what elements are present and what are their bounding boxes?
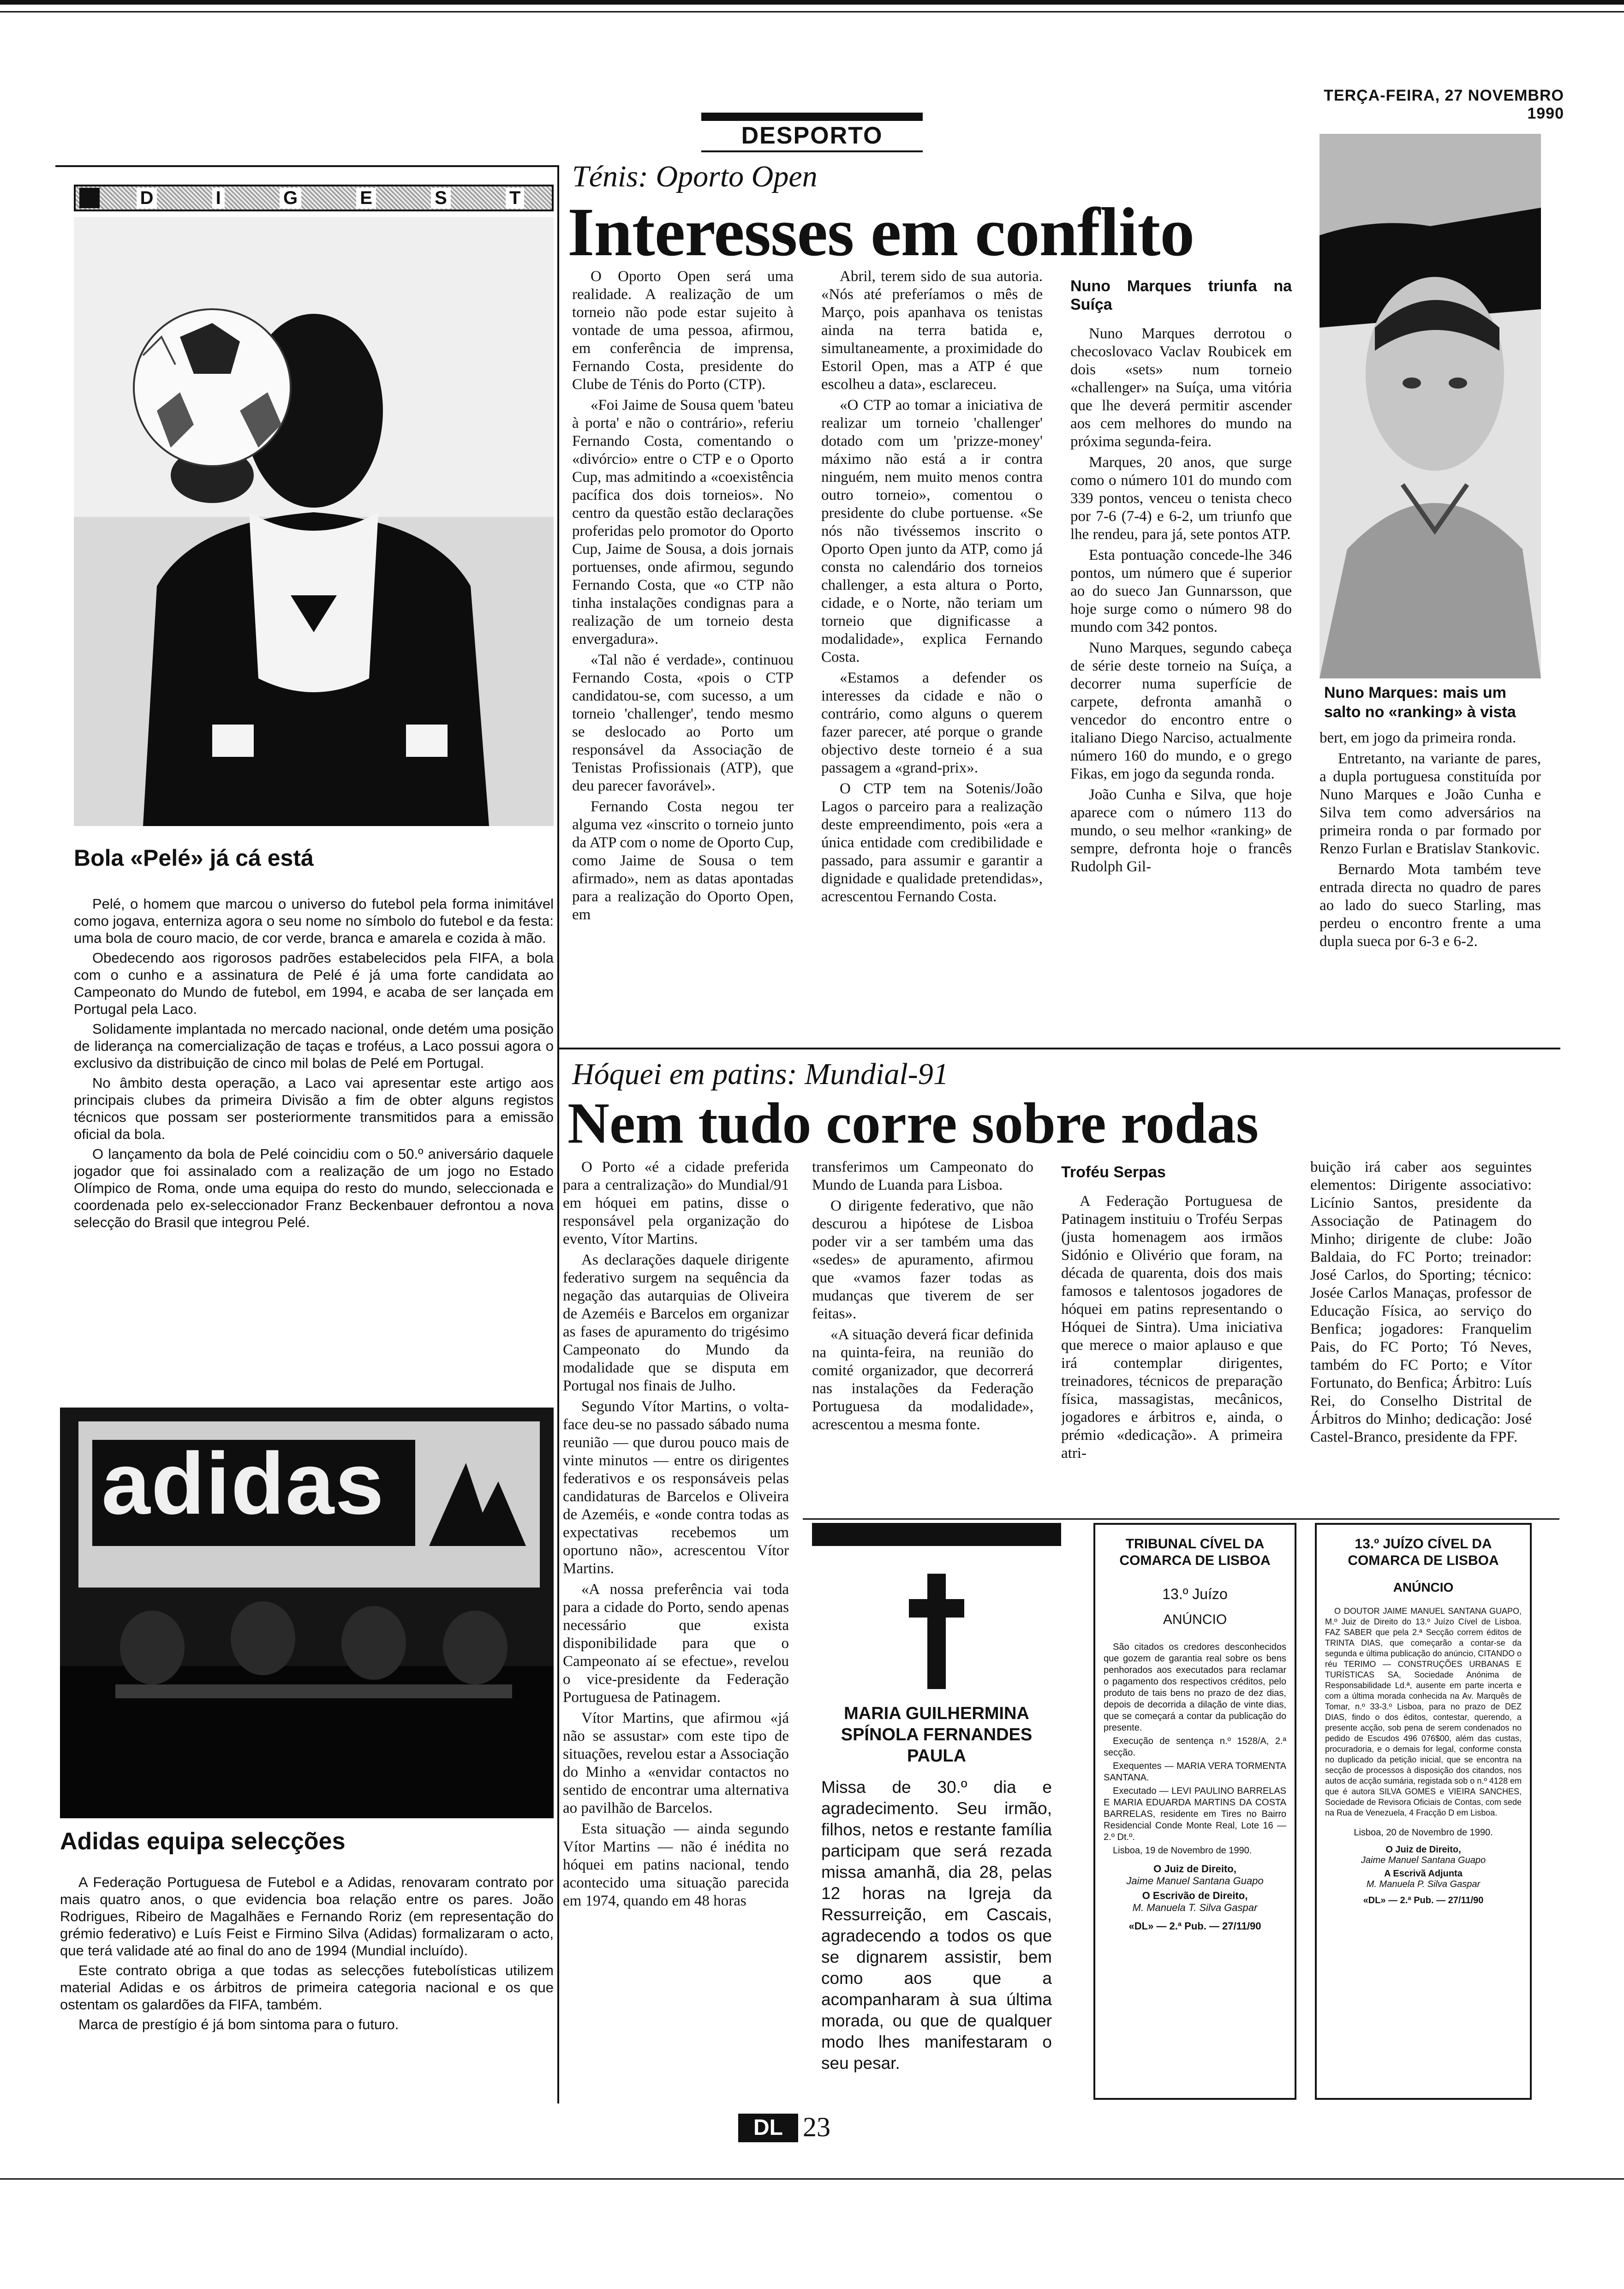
notice2-sign2: A Escrivã Adjunta [1384, 1869, 1463, 1879]
notice1-court: 13.º Juízo [1162, 1586, 1228, 1602]
notice1-paragraph: Lisboa, 19 de Novembro de 1990. [1113, 1846, 1252, 1856]
notice1-paragraph: Execução de sentença n.º 1528/A, 2.ª secção. [1104, 1736, 1286, 1758]
pele-ball-photo [74, 217, 554, 826]
hoquei-col-1 [563, 1158, 789, 2104]
digest-letter: G [280, 188, 301, 209]
tenis-paragraph: «Estamos a defender os interesses da cidade e não o contrário, como alguns o querem fazer parecer, até porque o grande objectivo deste torneio é a sua passagem a «grand-prix». [821, 670, 1043, 776]
nuno-photo-illustration [1320, 134, 1541, 678]
hoquei-headline: Nem tudo corre sobre rodas [567, 1091, 1259, 1156]
hoquei-paragraph: A Federação Portuguesa de Patinagem instituiu o Troféu Serpas (justa homenagem aos irmãos Sidónio e Olivério que foram, na década de quarenta, dois dos mais famosos e talentosos jogadores de hóquei em patins representando o Hóquei de Sintra). Uma iniciativa que merece o maior aplauso e que irá contemplar dirigentes, treinadores, técnicos de preparação física, massagistas, mecânicos, jogadores e árbitros e, ainda, o prémio «dedicação». A primeira atri- [1061, 1193, 1283, 1462]
top-thin-line [0, 11, 1624, 12]
digest-letter: I [212, 188, 225, 209]
notice2-sign1-name: Jaime Manuel Santana Guapo [1361, 1855, 1486, 1865]
obituary-name: MARIA GUILHERMINA SPÍNOLA FERNANDES PAULA [841, 1704, 1033, 1766]
adidas-headline: Adidas equipa selecções [60, 1828, 346, 1855]
tenis-paragraph: João Cunha e Silva, que hoje aparece com o número 113 do mundo, o seu melhor «ranking» de sempre, defronta hoje o francês Rudolph Gil- [1070, 786, 1292, 875]
hoquei-paragraph: «A situação deverá ficar definida na quinta-feira, na reunião do comité organizador, que decorrerá nas instalações da Federação Portuguesa da modalidade», acrescentou a mesma fonte. [812, 1326, 1033, 1433]
tenis-kicker: Ténis: Oporto Open [572, 160, 818, 193]
bottom-scan-line [0, 2178, 1624, 2180]
pele-paragraph: Obedecendo aos rigorosos padrões estabelecidos pela FIFA, a bola com o cunho e a assinatura de Pelé é já uma forte candidata ao Campeonato do Mundo de futebol, em 1994, e acaba de ser lançada em Portugal pela Laco. [74, 950, 554, 1017]
adidas-banner-text: adidas [102, 1435, 385, 1533]
digest-letter: D [137, 188, 157, 209]
pele-paragraph: O lançamento da bola de Pelé coincidiu com o 50.º aniversário daquele jogador que foi assinalado com a realização de um jogo no Estado Olímpico de Roma, onde uma equipa do resto do mundo, seleccionada e coordenada pelo ex-seleccionador Franz Beckenbauer defrontou a nova selecção do Brasil que integrou Pelé. [74, 1146, 554, 1230]
hoquei-paragraph: «A nossa preferência vai toda para a cidade do Porto, sendo apenas necessário que exista disponibilidade para que o Campeonato aí se efectue», revelou o vice-presidente da Federação Portuguesa de Patinagem. [563, 1581, 789, 1706]
tenis-paragraph: O Oporto Open será uma realidade. A realização de um torneio não pode estar sujeito à vontade de uma pessoa, afirmou, em conferência de imprensa, Fernando Costa, presidente do Clube de Ténis do Porto (CTP). [572, 268, 794, 393]
tenis-paragraph: Bernardo Mota também teve entrada directa no quadro de pares ao lado do sueco Starling, mas perdeu o encontro frente a uma dupla sueca por 6-3 e 6-2. [1320, 861, 1541, 950]
top-border [0, 0, 1624, 5]
notice2-title: 13.º JUÍZO CÍVEL DA COMARCA DE LISBOA [1348, 1536, 1499, 1568]
notice1-sign2: O Escrivão de Direito, [1142, 1890, 1248, 1901]
page-number: 23 [803, 2112, 830, 2142]
tenis-paragraph: «Foi Jaime de Sousa quem 'bateu à porta' e não o contrário», referiu Fernando Costa, comentando o «divórcio» entre o CTP e o Oporto Cup, mas admitindo a «coexistência pacífica dos dois torneios». No centro da questão estão declarações proferidas pelo promotor do Oporto Cup, Jaime de Sousa, a dois jornais portuenses, onde afirmou, segundo Fernando Costa, que «o CTP não tinha instalações condignas para a realização de um torneio desta envergadura». [572, 397, 794, 647]
notice1-sign1: O Juiz de Direito, [1153, 1863, 1236, 1875]
obituary-notice [803, 1523, 1070, 2104]
notice2-body: O DOUTOR JAIME MANUEL SANTANA GUAPO, M.º Juiz de Direito do 13.º Juízo Cível de Lisboa. FAZ SABER que pela 2.ª Secção correm éditos de TRINTA DIAS, que começarão a contar-se da segunda e última publicação do anúncio, CITANDO o réu TERIMO — CONSTRUÇÕES URBANAS E TURÍSTICAS SA, Sociedade Anónima de Responsabilidade Ld.ª, ausente em parte incerta e com a última morada conhecida na Av. Marquês de Tomar, n.º 33-3.º Lisboa, para no prazo de DEZ DIAS, findo o dos éditos, contestar, querendo, a presente acção, sob pena de serem condenados no pedido de Escudos 496 076$00, além das custas, procuradoria, e o demais for legal, conforme consta no duplicado da petição inicial, que se encontra na secção de processos à disposição dos citandos, nos autos de acção sumária, registada sob o n.º 4128 em que é autora SILVA GOMES e VIEIRA SANCHES, Sociedade de Revisora Oficiais de Contas, com sede na Rua de Venezuela, 4 Fracção D em Lisboa. [1325, 1606, 1522, 1817]
nuno-marques-photo [1320, 134, 1541, 678]
notice1-paragraph: Executado — LEVI PAULINO BARRELAS E MARIA EDUARDA MARTINS DA COSTA BARRELAS, residente em Tires no Bairro Residencial Conde Monte Real, Lote 16 — 2.º Dt.º. [1104, 1786, 1286, 1842]
hoquei-subheading: Troféu Serpas [1061, 1163, 1166, 1181]
digest-banner-block [79, 188, 100, 208]
tenis-paragraph: Fernando Costa negou ter alguma vez «inscrito o torneio junto da ATP com o nome de Oporto Cup, como Jaime de Sousa o tem afirmado», nem as datas apontadas para a realização do Oporto Open, em [572, 798, 794, 923]
pele-paragraph: No âmbito desta operação, a Laco vai apresentar este artigo aos principais clubes da primeira Divisão a fim de obter alguns registos técnicos que possam ser posteriormente transmitidos para a emissão oficial da bola. [74, 1075, 554, 1142]
adidas-paragraph: Este contrato obriga a que todas as selecções futebolísticas utilizem material Adidas e os árbitros de primeira categoria nacional e os que ostentam os galardões da FIFA, também. [60, 1962, 554, 2013]
section-banner-underline [701, 150, 923, 152]
cross-icon [909, 1574, 964, 1689]
court-notice-1 [1093, 1523, 1296, 2100]
obituary-black-band [812, 1523, 1061, 1546]
notice2-label: ANÚNCIO [1393, 1580, 1454, 1594]
notice2-sign1: O Juiz de Direito, [1385, 1845, 1461, 1855]
pele-photo-illustration [74, 217, 554, 826]
tenis-paragraph: Marques, 20 anos, que surge como o número 101 do mundo com 339 pontos, venceu o tenista checo por 7-6 (7-4) e 6-2, um triunfo que lhe rendeu, para já, sete pontos ATP. [1070, 454, 1292, 543]
page-date: TERÇA-FEIRA, 27 NOVEMBRO 1990 [1324, 87, 1564, 122]
hoquei-paragraph: Vítor Martins, que afirmou «já não se assustar» com este tipo de situações, revelou estar a Associação do Minho a «envidar contactos no sentido de encontrar uma alternativa ao pavilhão de Barcelos. [563, 1710, 789, 1816]
hoquei-paragraph: Esta situação — ainda segundo Vítor Martins — não é inédita no hóquei em patins nacional, tendo acontecido uma situação parecida em 1974, quando em 48 horas [563, 1821, 789, 1909]
tenis-paragraph: bert, em jogo da primeira ronda. [1320, 730, 1517, 746]
notice1-paragraph: São citados os credores desconhecidos que gozem de garantia real sobre os bens penhorados aos executados para reclamar o pagamento dos respectivos créditos, pelo produto de tais bens no prazo de dez dias, depois de decorrida a dilação de vinte dias, que se começará a contar da publicação do presente. [1104, 1642, 1286, 1733]
tenis-paragraph: Esta pontuação concede-lhe 346 pontos, um número que é superior ao do sueco Jan Gunnarsson, que hoje surge como o número 98 do mundo com 342 pontos. [1070, 547, 1292, 635]
section-label: DESPORTO [741, 122, 883, 149]
tenis-paragraph: Abril, terem sido de sua autoria. «Nós até preferíamos o mês de Março, pois apanhava os tenistas ainda na terra batida e, simultaneamente, a proximidade do Estoril Open, mas a ATP é que escolheu a data», esclareceu. [821, 268, 1043, 393]
pele-paragraph: Solidamente implantada no mercado nacional, onde detém uma posição de liderança na comercialização de taças e troféus, a Laco possui agora o exclusivo da distribuição de cinco mil bolas de Pelé em Portugal. [74, 1021, 554, 1071]
tenis-paragraph: Entretanto, na variante de pares, a dupla portuguesa constituída por Nuno Marques e João Cunha e Silva tem como adversários na primeira ronda o par formado por Renzo Furlan e Bratislav Stankovic. [1320, 750, 1541, 857]
notice1-sign1-name: Jaime Manuel Santana Guapo [1126, 1875, 1264, 1887]
hoquei-paragraph: buição irá caber aos seguintes elementos: Dirigente associativo: Licínio Santos, presidente da Associação de Patinagem do Minho; dirigente de clube: João Baldaia, do FC Porto; treinador: José Carlos, do Sporting; técnico: Josée Carlos Manaças, professor de Educação Física, ao serviço do Benfica; jogadores: Franquelim Pais, do FC Porto; Tó Neves, também do FC Porto; e Vítor Fortunato, do Benfica; Árbitro: Luís Rei, do Conselho Distrital de Árbitros do Minho; dedicação: José Castel-Branco, presidente da FPF. [1310, 1159, 1532, 1445]
digest-letter: S [431, 188, 451, 209]
adidas-paragraph: A Federação Portuguesa de Futebol e a Adidas, renovaram contrato por mais quatro anos, o que evidencia boa relação entre os pares. João Rodrigues, Ribeiro de Magalhães e Fernando Roriz (em representação do grémio federativo) e Luís Feist e Firmino Silva (Adidas) formalizaram o acto, que terá validade até ao final do ano de 1994 (Mundial incluído). [60, 1874, 554, 1959]
notice2-date: Lisboa, 20 de Novembro de 1990. [1354, 1828, 1493, 1838]
tenis-paragraph: «Tal não é verdade», continuou Fernando Costa, «pois o CTP candidatou-se, com sucesso, a um torneio 'challenger', tendo mesmo se deslocado ao Porto um responsável da Associação de Tenistas Profissionais (ATP), que deu parecer favorável». [572, 652, 794, 794]
court-notice-2 [1315, 1523, 1532, 2100]
hoquei-kicker: Hóquei em patins: Mundial-91 [572, 1057, 949, 1091]
tenis-col-4 [1320, 729, 1541, 1038]
tenis-headline: Interesses em conflito [567, 194, 1194, 270]
notice1-body [1104, 1642, 1286, 1857]
hoquei-col-4 [1310, 1158, 1532, 1509]
hoquei-paragraph: Segundo Vítor Martins, o volta-face deu-se no passado sábado numa reunião — que durou pouco mais de vinte minutos — entre os dirigentes federativos e os responsáveis pelas candidaturas de Barcelos e Oliveira de Azeméis, e «onde contra todas as expectativas recebemos um oportuno não», acrescentou Vítor Martins. [563, 1398, 789, 1577]
tenis-paragraph: O CTP tem na Sotenis/João Lagos o parceiro para a realização deste empreendimento, pois «era a única entidade com credibilidade e passado, para assumir e garantir a dignidade e qualidade pretendidas», acrescentou Fernando Costa. [821, 780, 1043, 905]
tenis-col-3 [1070, 272, 1292, 1038]
pele-headline: Bola «Pelé» já cá está [74, 845, 314, 871]
notice1-title: TRIBUNAL CÍVEL DA COMARCA DE LISBOA [1119, 1536, 1271, 1568]
left-frame-side [557, 165, 559, 2103]
tenis-paragraph: Nuno Marques, segundo cabeça de série deste torneio na Suíça, a decorrer numa superfície de carpete, defronta amanhã o vencedor do encontro entre o italiano Diego Narciso, actualmente número 160 do mundo, e o grego Fikas, em jogo da segunda ronda. [1070, 640, 1292, 782]
obituary-text: Missa de 30.º dia e agradecimento. Seu irmão, filhos, netos e restante família participam que será rezada missa amanhã, dia 28, pelas 12 horas na Igreja da Ressurreição, em Cascais, agradecendo a todos os que se dignarem assistir, bem como aos que a acompanharam à sua última morada, ou que de qualquer modo lhes manifestaram o seu pesar. [821, 1778, 1052, 2073]
notice1-label: ANÚNCIO [1163, 1612, 1227, 1627]
nuno-photo-caption: Nuno Marques: mais um salto no «ranking» à vista [1324, 684, 1516, 721]
left-frame-top [55, 165, 558, 167]
digest-banner [74, 185, 554, 211]
tenis-col-2 [821, 268, 1043, 1038]
hoquei-col-3 [1061, 1158, 1283, 1509]
adidas-paragraph: Marca de prestígio é já bom sintoma para o futuro. [78, 2016, 399, 2032]
pele-paragraph: Pelé, o homem que marcou o universo do futebol pela forma inimitável como jogava, enterniza agora o seu nome no símbolo do futebol e da festa: uma bola de couro macio, de cor verde, branca e amarela e cozida à mão. [74, 896, 554, 946]
digest-letter: E [356, 188, 376, 209]
hoquei-paragraph: O Porto «é a cidade preferida para a centralização» do Mundial/91 em hóquei em patins, disse o responsável pela organização do evento, Vítor Martins. [563, 1159, 789, 1247]
tenis-col-1 [572, 268, 794, 1038]
hoquei-paragraph: As declarações daquele dirigente federativo surgem na sequência da negação das autarquias de Oliveira de Azeméis e Barcelos em organizar as fases de apuramento do trigésimo Campeonato do Mundo da modalidade que se disputa em Portugal nos finais de Julho. [563, 1252, 789, 1394]
notice1-sign2-name: M. Manuela T. Silva Gaspar [1132, 1902, 1258, 1913]
notice2-sign2-name: M. Manuela P. Silva Gaspar [1366, 1879, 1481, 1889]
hoquei-col-2 [812, 1158, 1033, 1509]
adidas-article [60, 1874, 554, 2100]
section-banner-bar [701, 113, 923, 121]
hoquei-paragraph: transferimos um Campeonato do Mundo de Luanda para Lisboa. [812, 1159, 1033, 1193]
article-divider [559, 1048, 1560, 1049]
notices-divider [803, 1518, 1559, 1520]
pele-article [74, 895, 554, 1366]
tenis-paragraph: Nuno Marques derrotou o checoslovaco Vaclav Roubicek em dois «sets» num torneio «challenger» na Suíça, uma vitória que lhe deverá permitir ascender aos cem melhores do mundo na próxima segunda-feira. [1070, 325, 1292, 450]
tenis-paragraph: «O CTP ao tomar a iniciativa de realizar um torneio 'challenger' dotado com um 'prizze-money' máximo não está a ir contra ninguém, nem muito menos contra outro torneio», comentou o presidente do clube portuense. «Se nós não tivéssemos inscrito o Oporto Open junto da ATP, como já consta no calendário dos torneios challenger, a esta altura o Porto, cidade, e o Norte, não teriam um torneio que dignificasse a modalidade», explica Fernando Costa. [821, 397, 1043, 665]
dl-logo: DL [738, 2114, 798, 2142]
tenis-subheading: Nuno Marques triunfa na Suíça [1070, 277, 1292, 313]
hoquei-paragraph: O dirigente federativo, que não descurou a hipótese de Lisboa poder vir a ser também uma das «sedes» de apuramento, afirmou que «vamos fazer todas as mudanças que tiverem de ser feitas». [812, 1198, 1033, 1322]
notice1-paragraph: Exequentes — MARIA VERA TORMENTA SANTANA. [1104, 1761, 1286, 1783]
notice2-footer: «DL» — 2.ª Pub. — 27/11/90 [1363, 1895, 1484, 1906]
notice1-footer: «DL» — 2.ª Pub. — 27/11/90 [1128, 1920, 1261, 1932]
digest-letter: T [506, 188, 524, 209]
